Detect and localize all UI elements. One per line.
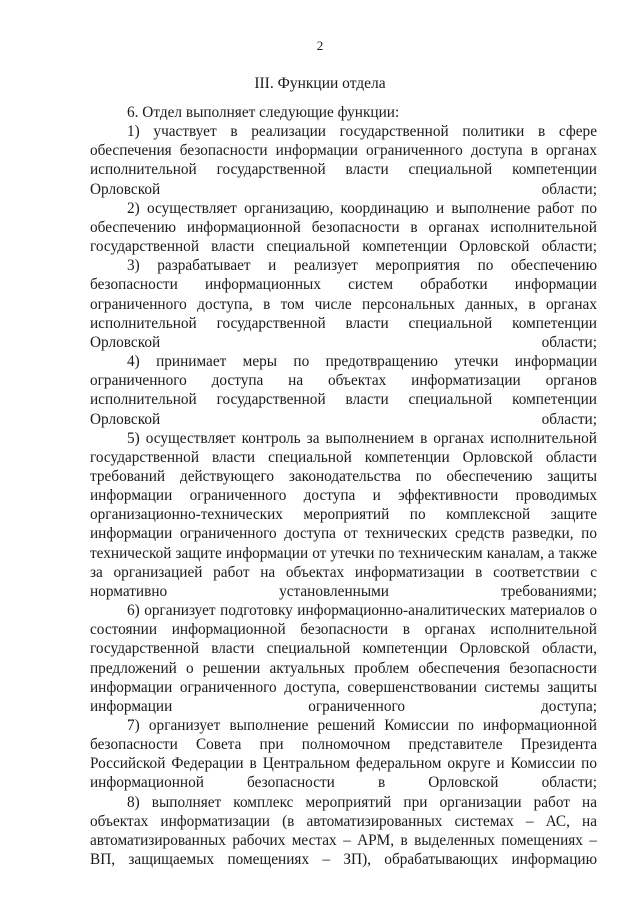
function-item-5: 5) осуществляет контроль за выполнением в органах исполнительной государственной власти специальной компетенции Орловской области требований действующего законодательства по обеспечению защиты информации ограниченного доступа и эффективности проводимых организационно-технических мероприятий по комплексной защите информации ограниченного доступа от технических средств разведки, по технической защите информации от утечки по техническим каналам, а также за организацией работ на объектах информатизации в соответствии с нормативно установленными требованиями;: [90, 429, 597, 600]
section-title: III. Функции отдела: [254, 75, 386, 92]
function-item-4: 4) принимает меры по предотвращению утечки информации ограниченного доступа на объектах информатизации органов исполнительной государственной власти специальной компетенции Орловской области;: [90, 353, 597, 428]
function-item-6: 6) организует подготовку информационно-аналитических материалов о состоянии информационной безопасности в органах исполнительной государственной власти специальной компетенции Орловской области, предложений о решении актуальных проблем обеспечения безопасности информации ограниченного доступа, совершенствовании системы защиты информации ограниченного доступа;: [90, 602, 597, 715]
document-body: [90, 103, 597, 869]
paragraph-intro: 6. Отдел выполняет следующие функции:: [127, 104, 400, 121]
function-item-8: 8) выполняет комплекс мероприятий при организации работ на объектах информатизации (в автоматизированных системах – АС, на автоматизированных рабочих местах – АРМ, в выделенных помещениях – ВП, защищаемых помещениях – ЗП), обрабатывающих информацию: [90, 793, 597, 869]
function-item-2: 2) осуществляет организацию, координацию и выполнение работ по обеспечению информационной безопасности в органах исполнительной государственной власти специальной компетенции Орловской области;: [90, 199, 597, 256]
function-item-7: 7) организует выполнение решений Комиссии по информационной безопасности Совета при полномочном представителе Президента Российской Федерации в Центральном федеральном округе и Комиссии по информационной безопасности в Орловской области;: [90, 717, 597, 792]
function-item-3: 3) разрабатывает и реализует мероприятия по обеспечению безопасности информационных систем обработки информации ограниченного доступа, в том числе персональных данных, в органах исполнительной государственной власти специальной компетенции Орловской области;: [90, 257, 597, 351]
page-number: 2: [316, 38, 324, 53]
function-item-1: 1) участвует в реализации государственной политики в сфере обеспечения безопасности информации ограниченного доступа в органах исполнительной государственной власти специальной компетенции Орловской области;: [90, 123, 597, 198]
